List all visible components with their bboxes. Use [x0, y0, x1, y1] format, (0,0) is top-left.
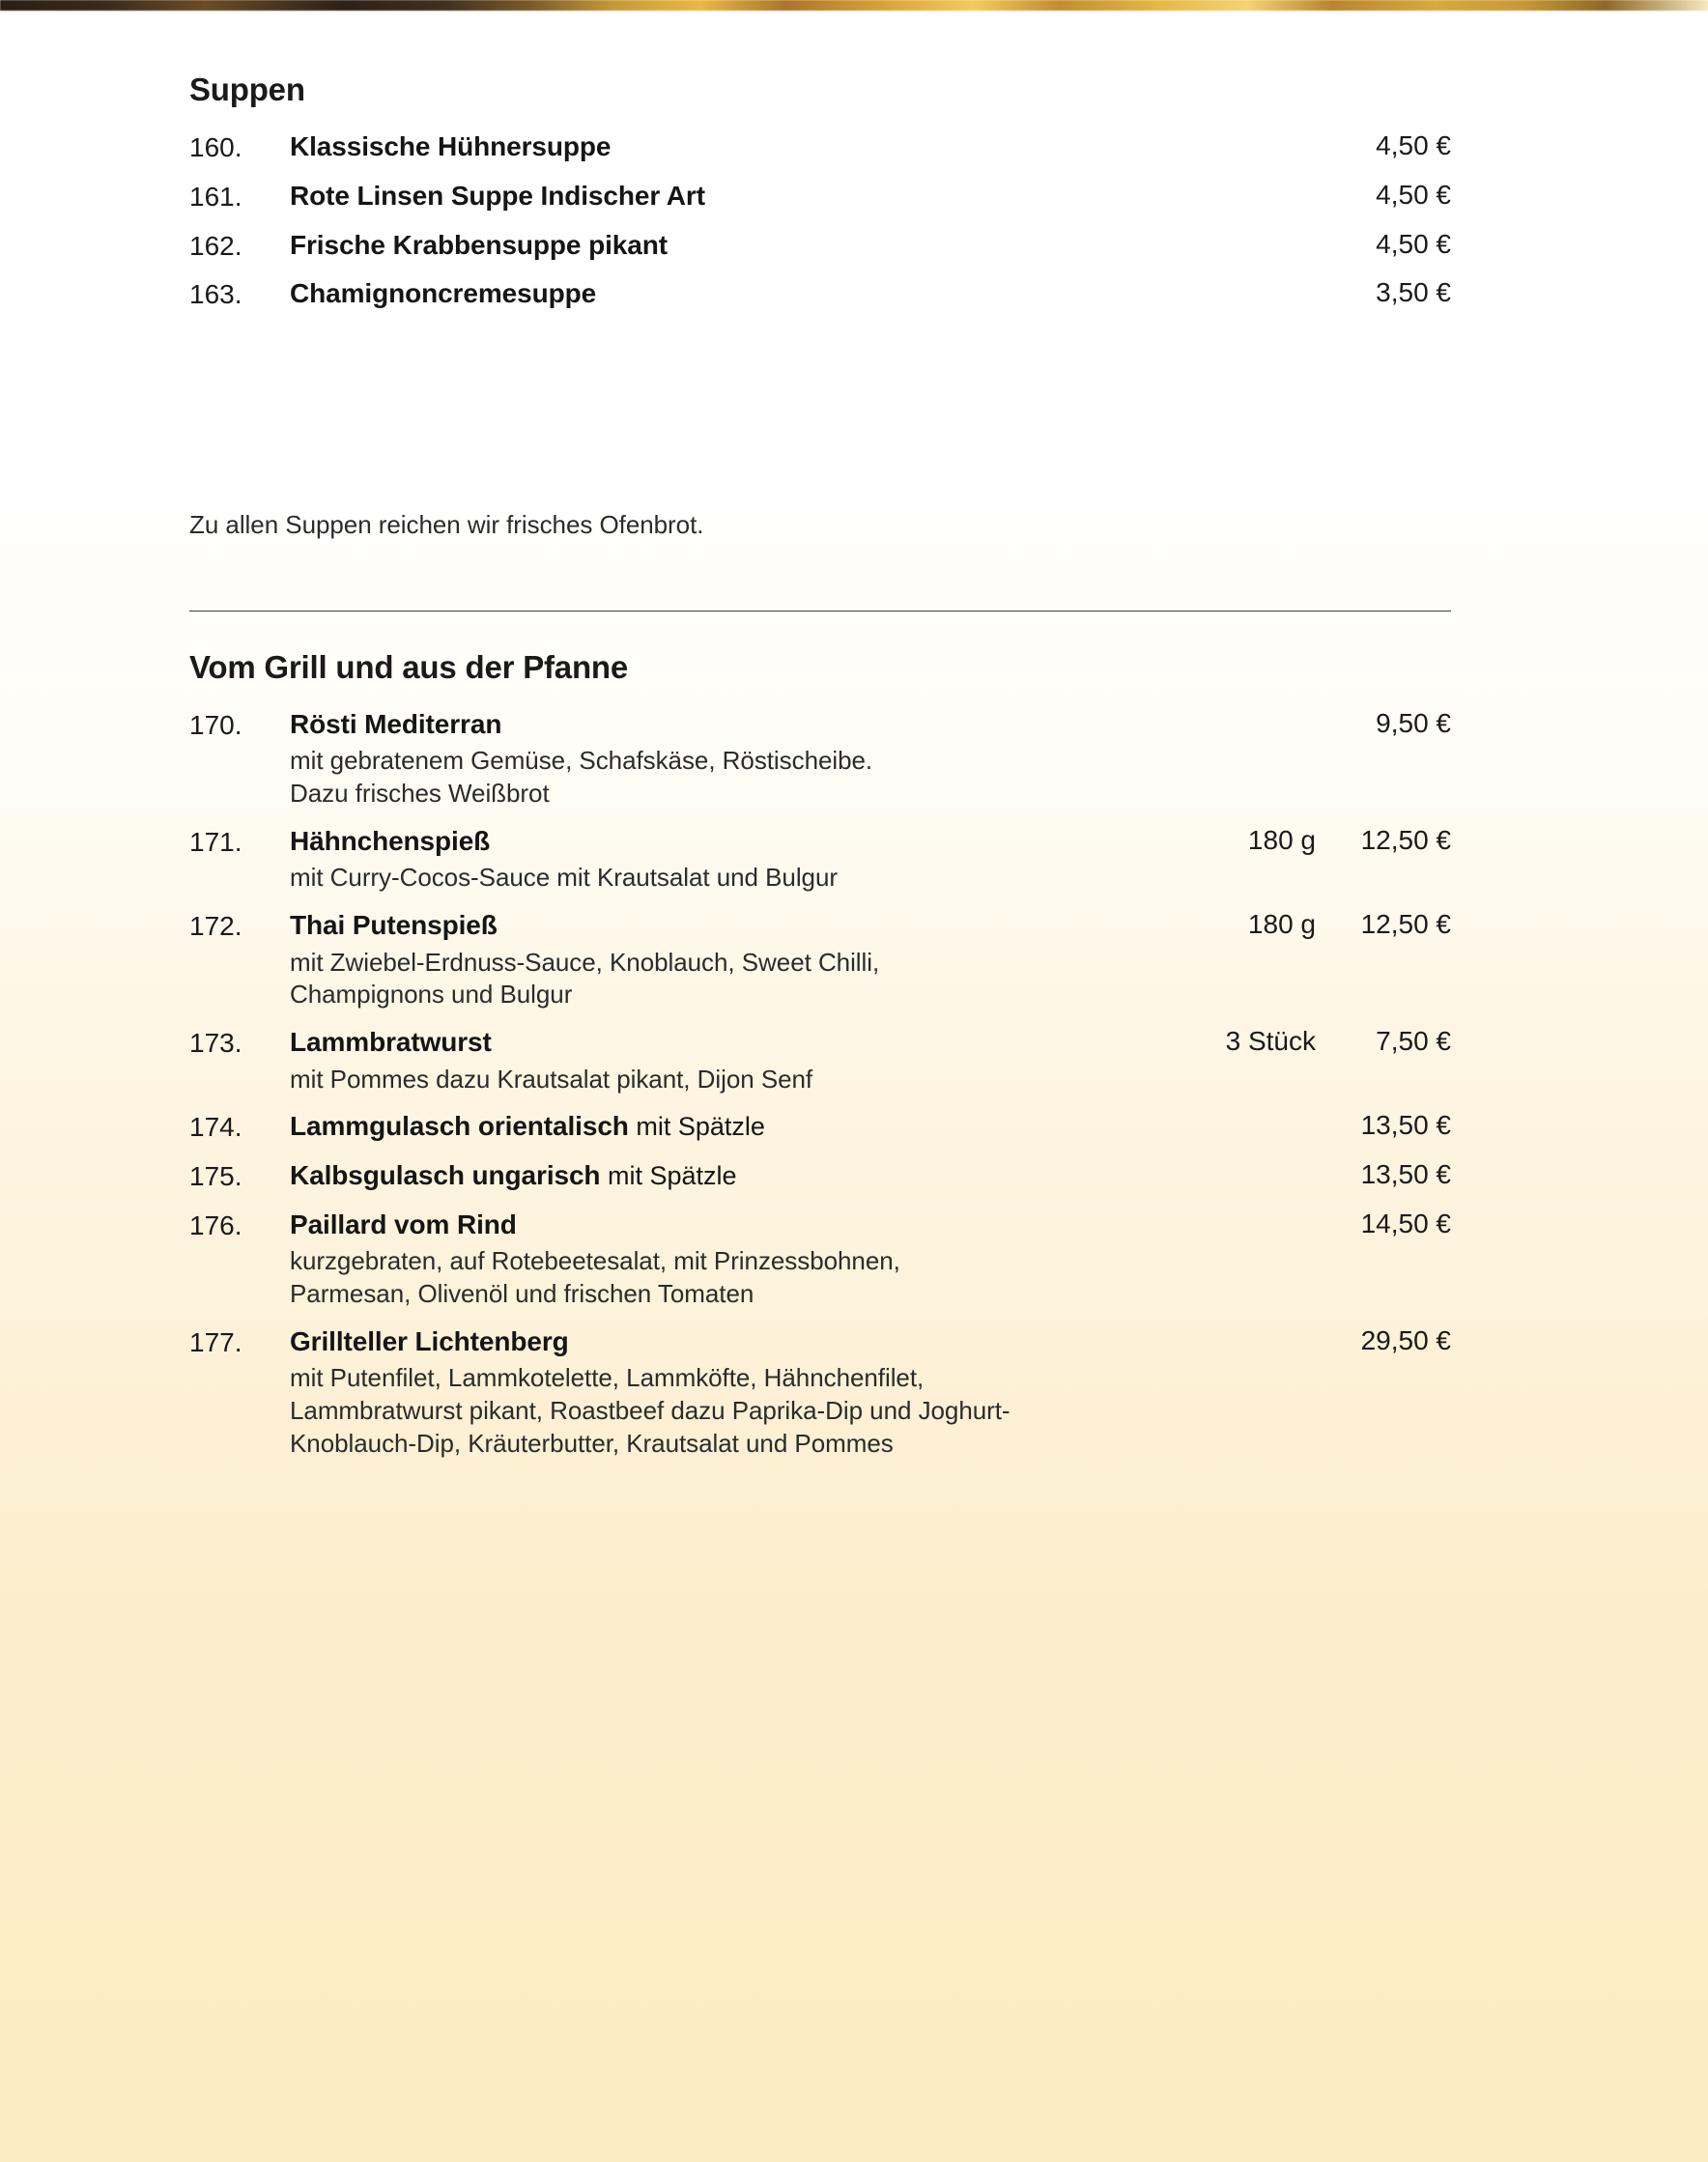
menu-item-price: 4,50 € — [1376, 179, 1451, 210]
menu-item — [189, 824, 1451, 895]
menu-item-number: 162. — [189, 230, 242, 261]
menu-item — [189, 276, 1451, 312]
menu-item-price: 3,50 € — [1376, 277, 1451, 308]
menu-item — [189, 707, 1451, 811]
menu-item-body — [290, 1158, 1171, 1193]
menu-item-price: 12,50 € — [1360, 824, 1451, 855]
menu-item-name: Frische Krabbensuppe pikant — [290, 229, 668, 260]
menu-item-body — [290, 1109, 1171, 1144]
menu-item-quantity — [1171, 1324, 1316, 1325]
menu-item-list — [189, 129, 1451, 312]
menu-item-body — [290, 824, 1171, 895]
menu-item-description: mit Putenfilet, Lammkotelette, Lammköfte, Hähnchenfilet, Lammbratwurst pikant, Roastbeef dazu Paprika-Dip und Joghurt- Knoblauch-Dip, Kräuterbutter, Krautsalat und Pommes — [290, 1363, 1011, 1458]
menu-item-name: Paillard vom Rind — [290, 1209, 517, 1239]
menu-section-suppen — [189, 71, 1451, 326]
menu-item-price: 14,50 € — [1360, 1209, 1451, 1238]
menu-item-name: Rote Linsen Suppe Indischer Art — [290, 180, 705, 211]
menu-item-name: Kalbsgulasch ungarisch mit Spätzle — [290, 1160, 737, 1191]
menu-item-name: Hähnchenspieß — [290, 825, 491, 856]
menu-item-quantity — [1171, 228, 1316, 229]
menu-item — [189, 179, 1451, 214]
menu-item-name-suffix: mit Spätzle — [628, 1112, 765, 1142]
menu-item — [189, 1025, 1451, 1095]
menu-item-quantity: 180 g — [1247, 824, 1316, 855]
header-photo-strip — [0, 0, 1708, 11]
menu-item-quantity: 180 g — [1247, 909, 1316, 940]
menu-item-body — [290, 276, 1171, 311]
menu-item-quantity — [1171, 276, 1316, 277]
menu-item-number: 160. — [189, 132, 242, 162]
menu-item-number: 175. — [189, 1161, 242, 1192]
menu-item-body — [290, 129, 1171, 164]
menu-item-quantity — [1171, 179, 1316, 180]
menu-item-name: Rösti Mediterran — [290, 709, 502, 739]
menu-item-name: Chamignoncremesuppe — [290, 278, 597, 309]
menu-item-number: 172. — [189, 911, 242, 942]
menu-item-quantity — [1171, 1109, 1316, 1110]
menu-item-description: mit gebratenem Gemüse, Schafskäse, Röstischeibe. Dazu frisches Weißbrot — [290, 746, 873, 809]
menu-item-price: 4,50 € — [1376, 130, 1451, 160]
menu-item-name: Lammbratwurst — [290, 1027, 492, 1058]
menu-item-price: 13,50 € — [1360, 1110, 1451, 1141]
section-title: Suppen — [189, 71, 305, 107]
menu-item-name: Lammgulasch orientalisch mit Spätzle — [290, 1111, 765, 1142]
menu-item-price: 4,50 € — [1376, 228, 1451, 259]
menu-item — [189, 1324, 1451, 1461]
menu-item-number: 171. — [189, 826, 242, 857]
menu-item-description: mit Zwiebel-Erdnuss-Sauce, Knoblauch, Sweet Chilli, Champignons und Bulgur — [290, 947, 880, 1010]
menu-item-quantity: 3 Stück — [1225, 1026, 1316, 1057]
menu-item — [189, 129, 1451, 165]
menu-item-body — [290, 179, 1171, 213]
menu-item-number: 163. — [189, 279, 242, 310]
menu-item-body — [290, 707, 1171, 811]
soup-note: Zu allen Suppen reichen wir frisches Ofenbrot. — [189, 510, 704, 539]
menu-item-description: mit Curry-Cocos-Sauce mit Krautsalat und Bulgur — [290, 863, 838, 893]
menu-item-body — [290, 1025, 1171, 1095]
menu-item-name: Thai Putenspieß — [290, 910, 498, 941]
menu-item-name-suffix: mit Spätzle — [600, 1161, 737, 1191]
menu-item-number: 176. — [189, 1210, 242, 1240]
section-title: Vom Grill und aus der Pfanne — [189, 649, 629, 685]
menu-item-number: 173. — [189, 1028, 242, 1059]
menu-item-price: 13,50 € — [1360, 1159, 1451, 1190]
menu-item-price: 29,50 € — [1360, 1324, 1451, 1355]
menu-item — [189, 228, 1451, 264]
menu-item-quantity — [1171, 1208, 1316, 1209]
menu-item-name: Grillteller Lichtenberg — [290, 1325, 569, 1356]
menu-item-quantity — [1171, 1158, 1316, 1159]
menu-item-number: 170. — [189, 710, 242, 740]
menu-item-name: Klassische Hühnersuppe — [290, 131, 612, 161]
menu-item-price: 9,50 € — [1376, 708, 1451, 738]
menu-item-number: 161. — [189, 181, 242, 212]
menu-item — [189, 1109, 1451, 1145]
menu-item-price: 12,50 € — [1360, 909, 1451, 940]
menu-item-price: 7,50 € — [1376, 1026, 1451, 1057]
menu-item-body — [290, 908, 1171, 1011]
menu-item-quantity — [1171, 129, 1316, 130]
menu-item-number: 174. — [189, 1112, 242, 1143]
menu-item-list — [189, 707, 1451, 1461]
menu-item-body — [290, 1324, 1171, 1461]
section-divider — [189, 611, 1451, 612]
menu-item-quantity — [1171, 707, 1316, 708]
menu-item-description: mit Pommes dazu Krautsalat pikant, Dijon Senf — [290, 1064, 813, 1094]
menu-section-grill — [189, 649, 1451, 1474]
menu-item-description: kurzgebraten, auf Rotebeetesalat, mit Prinzessbohnen, Parmesan, Olivenöl und frischen Tomaten — [290, 1246, 900, 1309]
menu-item-body — [290, 1208, 1171, 1311]
menu-item — [189, 908, 1451, 1011]
menu-item-number: 177. — [189, 1326, 242, 1357]
menu-item — [189, 1158, 1451, 1194]
menu-item-body — [290, 228, 1171, 263]
menu-item — [189, 1208, 1451, 1311]
